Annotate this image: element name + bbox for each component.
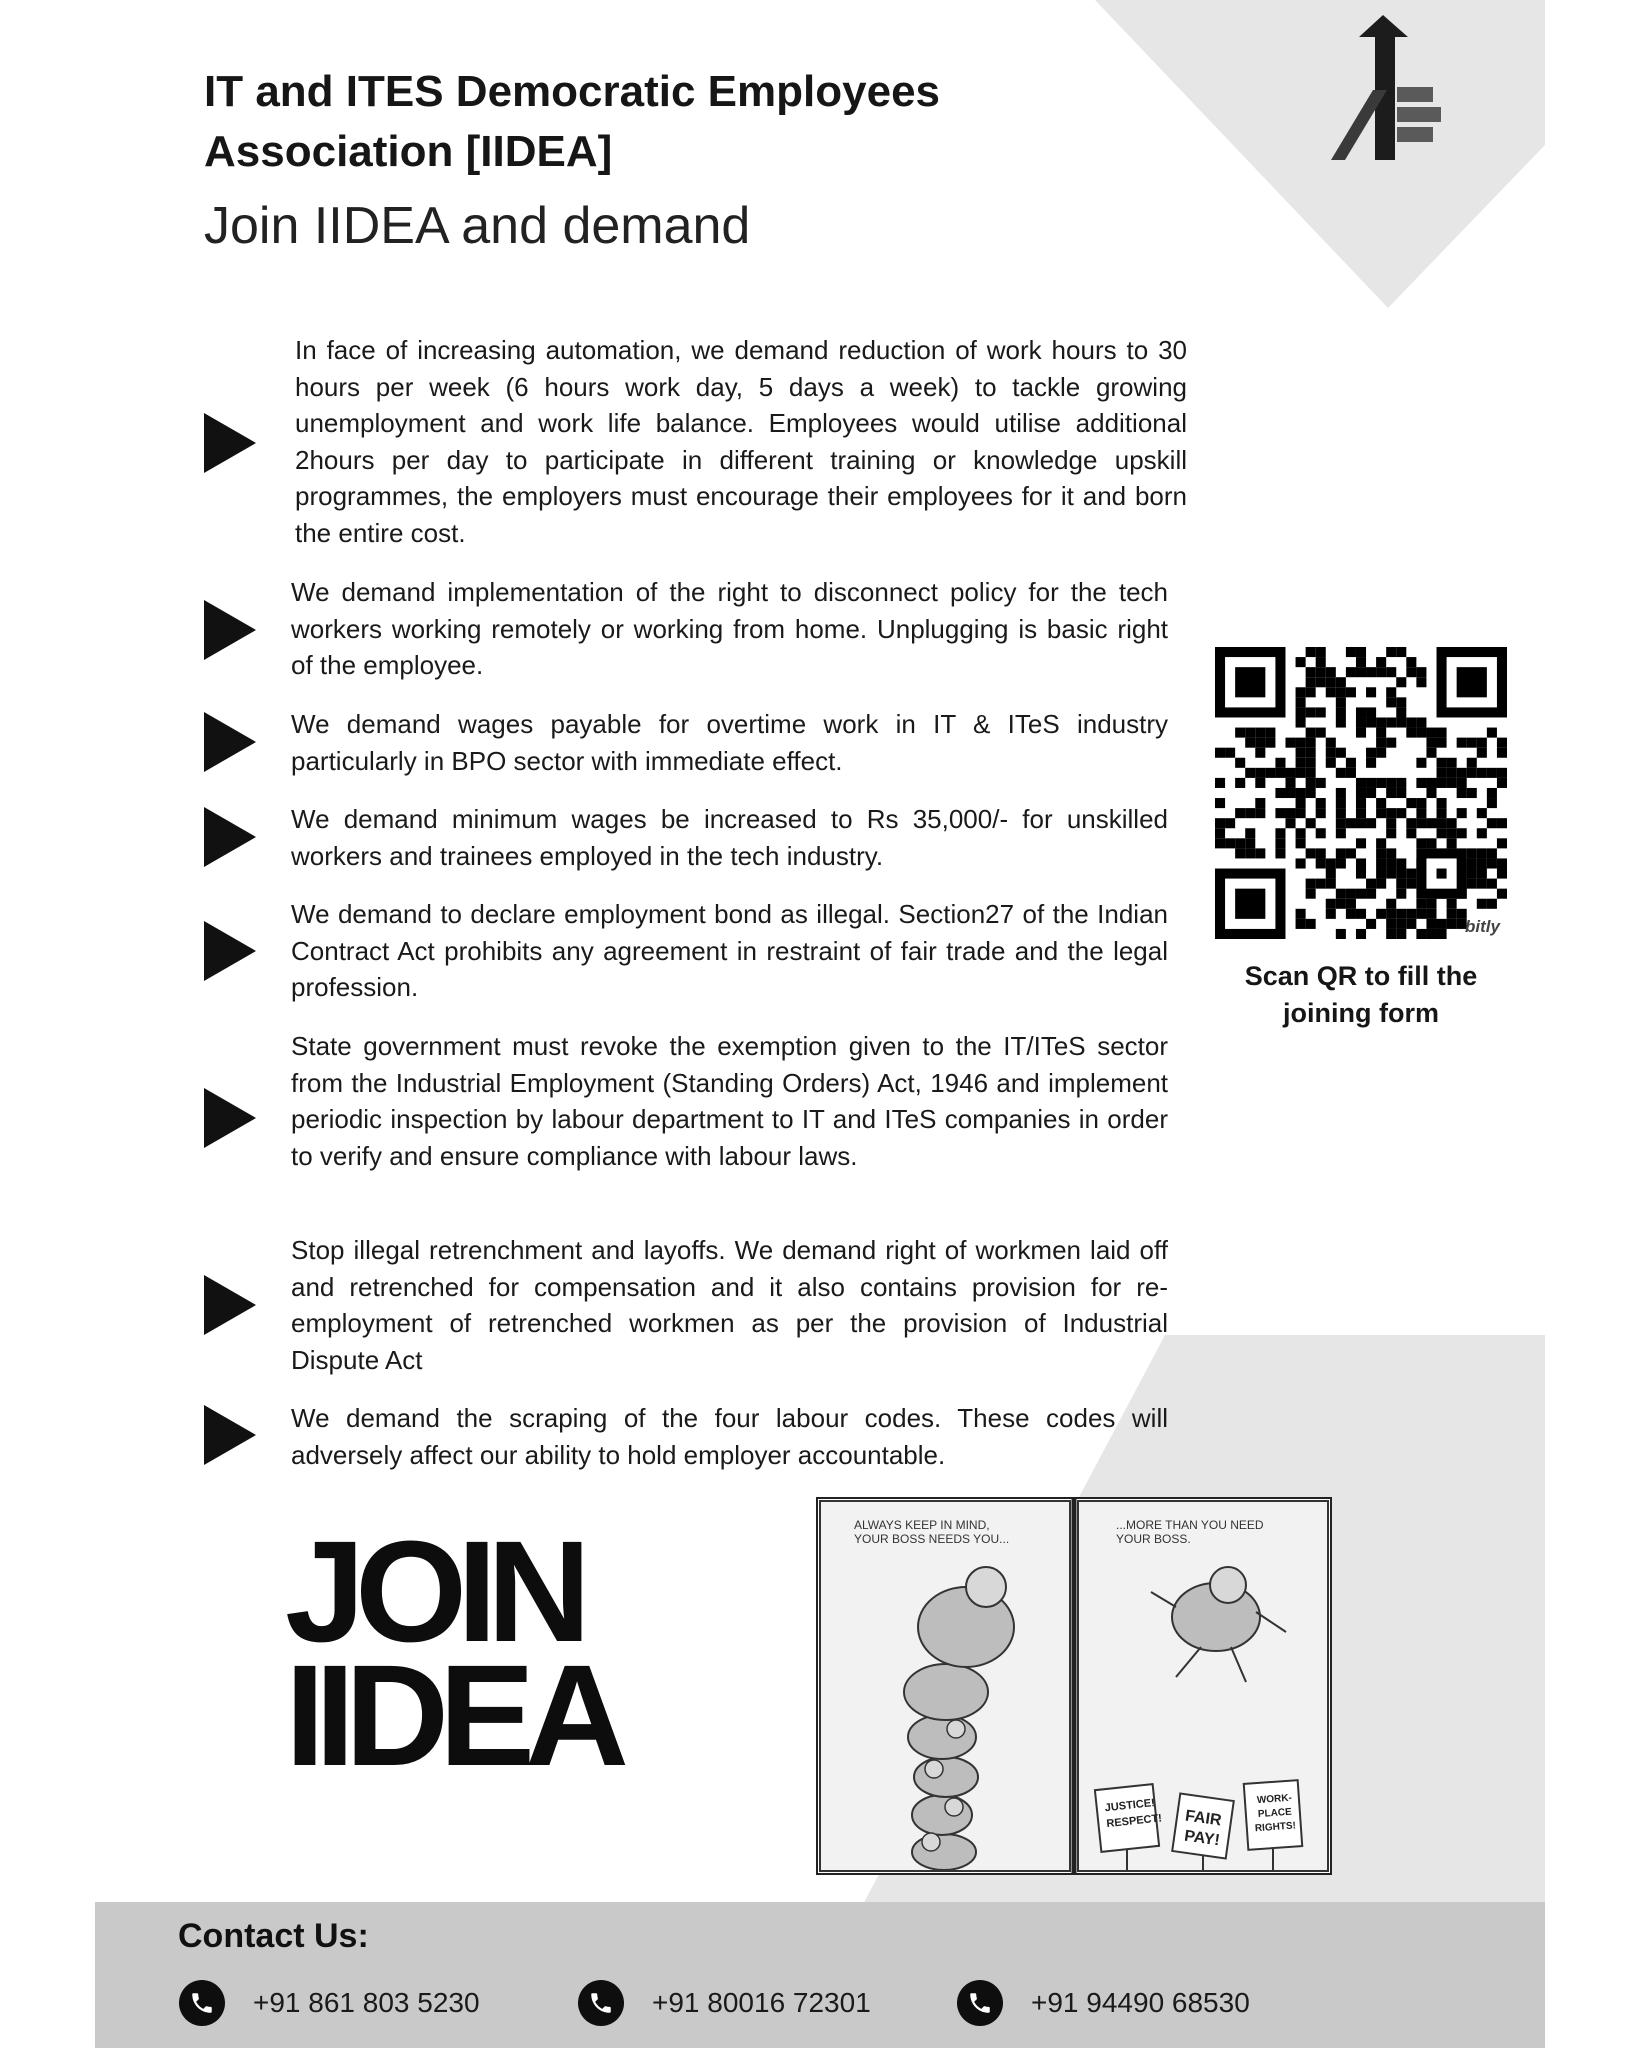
phone-contact-3[interactable]: [957, 1980, 1250, 2026]
demand-text: We demand to declare employment bond as illegal. Section27 of the Indian Contract Act prohibits any agreement in restraint of fair trade and the legal profession.: [291, 899, 1168, 1002]
triangle-bullet-icon: [204, 1405, 256, 1465]
phone-number: +91 80016 72301: [652, 1987, 871, 2018]
page-subtitle: Join IIDEA and demand: [204, 197, 751, 255]
qr-code[interactable]: [1215, 647, 1507, 939]
demand-text: State government must revoke the exemption given to the IT/ITeS sector from the Industrial Employment (Standing Orders) Act, 1946 and implement periodic inspection by labour department to IT and ITeS companies in order to verify and ensure compliance with labour laws.: [291, 1031, 1168, 1171]
demand-text: Stop illegal retrenchment and layoffs. We demand right of workmen laid off and retrenched for compensation and it also contains provision for re-employment of retrenched workmen as per the provision of Industrial Dispute Act: [291, 1235, 1168, 1375]
triangle-bullet-icon: [204, 1275, 256, 1335]
phone-number: +91 94490 68530: [1031, 1987, 1250, 2018]
demand-text: We demand wages payable for overtime work in IT & ITeS industry particularly in BPO sector with immediate effect.: [291, 709, 1168, 776]
phone-contact-1[interactable]: [179, 1980, 480, 2026]
phone-icon: [578, 1980, 624, 2026]
demand-text: We demand minimum wages be increased to Rs 35,000/- for unskilled workers and trainees employed in the tech industry.: [291, 804, 1168, 871]
panel-1-caption: ALWAYS KEEP IN MIND, YOUR BOSS NEEDS YOU...: [854, 1518, 1010, 1546]
triangle-bullet-icon: [204, 712, 256, 772]
sign-1-text: JUSTICE! RESPECT!: [1104, 1797, 1163, 1831]
page-title: IT and ITES Democratic Employees Association [IIDEA]: [204, 67, 941, 176]
panel-2-caption: ...MORE THAN YOU NEED YOUR BOSS.: [1116, 1518, 1264, 1546]
contact-footer: [95, 1902, 1545, 2048]
qr-caption: Scan QR to fill the joining form: [1244, 961, 1478, 1028]
association-logo-icon: [1325, 15, 1465, 165]
demand-text: We demand the scraping of the four labour codes. These codes will adversely affect our ability to hold employer accountable.: [291, 1403, 1168, 1470]
triangle-bullet-icon: [204, 600, 256, 660]
cartoon-illustration: [816, 1497, 1332, 1875]
page-margin: [1545, 0, 1638, 2048]
sign-3-text: WORK- PLACE RIGHTS!: [1254, 1792, 1297, 1835]
sign-2-text: FAIR PAY!: [1183, 1807, 1223, 1850]
triangle-bullet-icon: [204, 921, 256, 981]
triangle-bullet-icon: [204, 1088, 256, 1148]
join-headline: [285, 1511, 620, 1796]
triangle-bullet-icon: [204, 413, 256, 473]
demand-text: We demand implementation of the right to disconnect policy for the tech workers working remotely or working from home. Unplugging is basic right of the employee.: [291, 577, 1168, 680]
phone-contact-2[interactable]: [578, 1980, 871, 2026]
qr-brand-label: bitly: [1465, 917, 1500, 936]
phone-number: +91 861 803 5230: [253, 1987, 480, 2018]
phone-icon: [179, 1980, 225, 2026]
triangle-bullet-icon: [204, 807, 256, 867]
join-line-2: IIDEA: [285, 1635, 620, 1796]
phone-icon: [957, 1980, 1003, 2026]
contact-title: Contact Us:: [178, 1917, 369, 1955]
join-line-1: JOIN: [285, 1511, 582, 1672]
demand-text: In face of increasing automation, we demand reduction of work hours to 30 hours per week (6 hours work day, 5 days a week) to tackle growing unemployment and work life balance. Employees would utilise additional 2hours per day to participate in different training or knowledge upskill programmes, the employers must encourage their employees for it and born the entire cost.: [295, 335, 1187, 548]
